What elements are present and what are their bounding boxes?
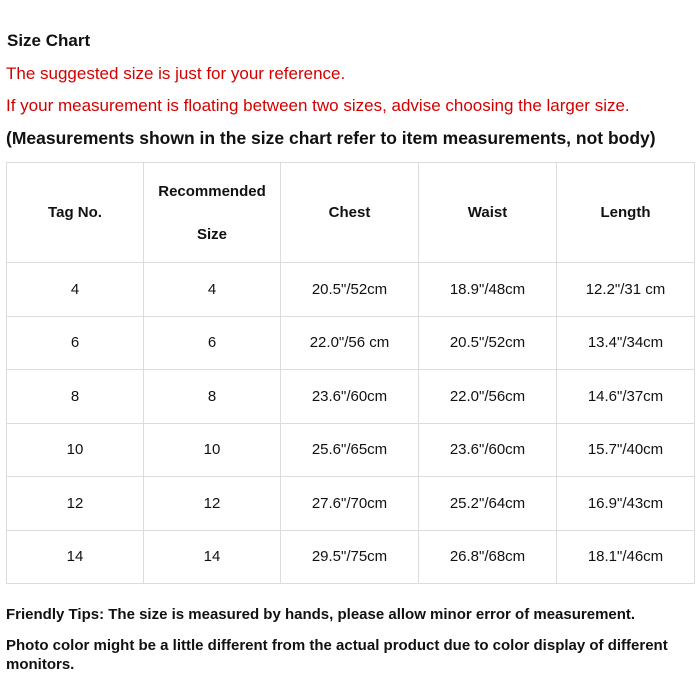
size-chart-table [6, 162, 695, 584]
header-recommended-line1: Recommended [158, 182, 266, 200]
cell-size: 4 [144, 263, 281, 317]
table-row [7, 477, 695, 531]
measurements-note: (Measurements shown in the size chart refer to item measurements, not body) [6, 128, 656, 148]
header-waist: Waist [419, 163, 557, 263]
cell-chest: 27.6"/70cm [281, 477, 419, 531]
cell-size: 10 [144, 423, 281, 477]
cell-waist: 25.2"/64cm [419, 477, 557, 531]
cell-chest: 29.5"/75cm [281, 530, 419, 584]
cell-waist: 20.5"/52cm [419, 316, 557, 370]
reference-note: The suggested size is just for your reference. [6, 64, 346, 83]
cell-tag: 6 [7, 316, 144, 370]
table-row [7, 263, 695, 317]
table-row [7, 423, 695, 477]
cell-tag: 8 [7, 370, 144, 424]
color-disclaimer: Photo color might be a little different from the actual product due to color display of different monitors. [6, 637, 668, 673]
header-length: Length [557, 163, 695, 263]
cell-tag: 4 [7, 263, 144, 317]
cell-length: 15.7"/40cm [557, 423, 695, 477]
cell-waist: 18.9"/48cm [419, 263, 557, 317]
cell-chest: 20.5"/52cm [281, 263, 419, 317]
cell-length: 14.6"/37cm [557, 370, 695, 424]
cell-waist: 23.6"/60cm [419, 423, 557, 477]
cell-tag: 14 [7, 530, 144, 584]
friendly-tips: Friendly Tips: The size is measured by hands, please allow minor error of measurement. [6, 606, 636, 623]
header-recommended-size [144, 163, 281, 263]
header-tag-no: Tag No. [7, 163, 144, 263]
table-row [7, 530, 695, 584]
cell-length: 12.2"/31 cm [557, 263, 695, 317]
table-row [7, 370, 695, 424]
cell-waist: 26.8"/68cm [419, 530, 557, 584]
cell-length: 16.9"/43cm [557, 477, 695, 531]
cell-tag: 12 [7, 477, 144, 531]
page-title: Size Chart [7, 31, 91, 50]
cell-chest: 25.6"/65cm [281, 423, 419, 477]
cell-size: 8 [144, 370, 281, 424]
table-row [7, 316, 695, 370]
cell-length: 18.1"/46cm [557, 530, 695, 584]
header-recommended-line2: Size [196, 225, 227, 243]
cell-size: 12 [144, 477, 281, 531]
cell-chest: 23.6"/60cm [281, 370, 419, 424]
table-header-row [7, 163, 695, 263]
cell-waist: 22.0"/56cm [419, 370, 557, 424]
cell-size: 6 [144, 316, 281, 370]
cell-length: 13.4"/34cm [557, 316, 695, 370]
cell-chest: 22.0"/56 cm [281, 316, 419, 370]
cell-size: 14 [144, 530, 281, 584]
floating-size-note: If your measurement is floating between two sizes, advise choosing the larger size. [6, 96, 630, 115]
cell-tag: 10 [7, 423, 144, 477]
header-chest: Chest [281, 163, 419, 263]
